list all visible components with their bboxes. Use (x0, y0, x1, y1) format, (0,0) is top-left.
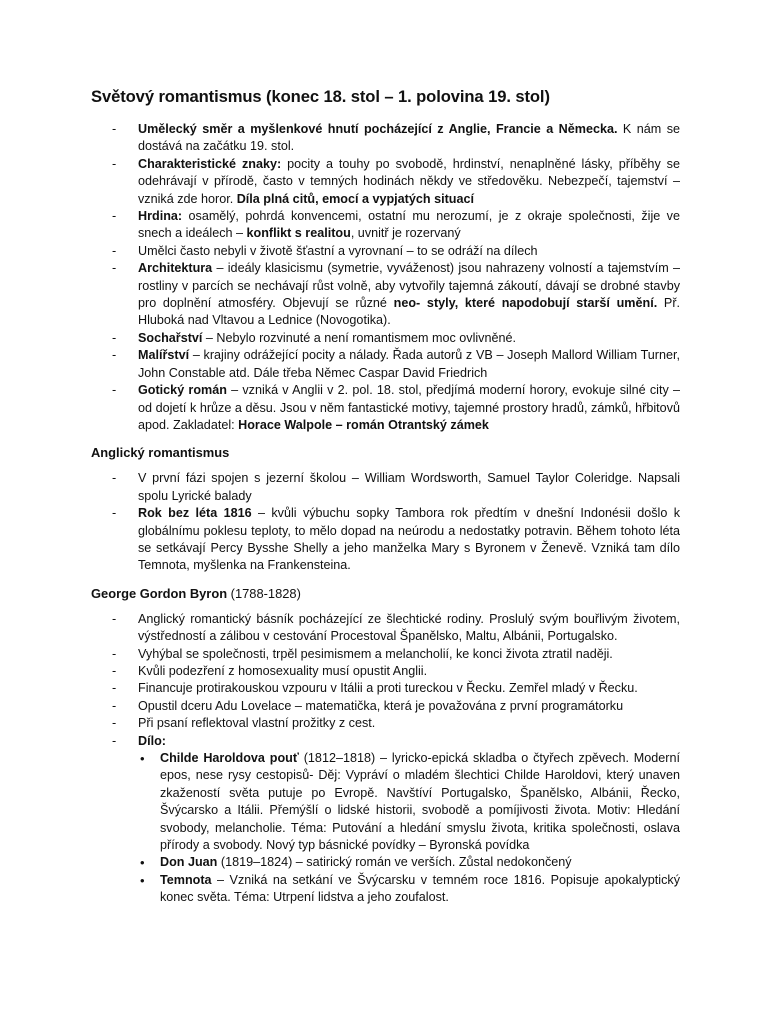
dash-marker: - (112, 348, 117, 363)
dash-marker: - (112, 733, 117, 748)
dash-marker: - (112, 383, 117, 398)
list-item (91, 663, 680, 680)
list-item (91, 470, 680, 505)
page-title: Světový romantismus (konec 18. stol – 1. polovina 19. stol) (91, 87, 550, 106)
item-bold: Charakteristické znaky: (138, 156, 282, 171)
item-text: osamělý, pohrdá konvencemi, ostatní mu nerozumí, je z okraje společnosti, žije ve snech a ideálech – (138, 209, 680, 241)
item-bold: Umělecký směr a myšlenkové hnutí pocházející z Anglie, Francie a Německa. (138, 122, 618, 136)
list-item (91, 121, 680, 156)
work-text: – Vzniká na setkání ve Švýcarsku v temném roce 1816. Popisuje apokalyptický konec světa. Téma: Utrpení lidstva a jeho zoufalost. (160, 872, 680, 905)
dash-marker: - (112, 681, 117, 696)
item-text: Opustil dceru Adu Lovelace – matematička, která je považována z první programátorku (138, 698, 624, 713)
list-item (91, 260, 680, 330)
list-item (91, 330, 680, 347)
author-name: George Gordon Byron (91, 585, 228, 601)
dash-marker: - (112, 471, 117, 486)
item-text: K nám se dostává na začátku 19. stol. (138, 122, 680, 154)
dash-marker: - (112, 663, 117, 678)
list-item (91, 347, 680, 382)
work-item (138, 750, 680, 854)
dash-marker: - (112, 243, 117, 258)
bullet-marker: • (140, 751, 145, 766)
work-title: Childe Haroldova pouť (160, 751, 299, 765)
item-text: Anglický romantický básník pocházející ze šlechtické rodiny. Proslulý svým bouřlivým životem, výstředností a zálibou v cestování Procestoval Španělsko, Maltu, Albánii, Portugalsko. (138, 611, 680, 644)
item-text: pocity a touhy po svobodě, hrdinství, nenaplněné lásky, příběhy se odehrávají v přírodě, často v temných hodinách někdy ve středověku. Nebezpečí, tajemství – vzniká zde horor. (138, 156, 680, 206)
dash-marker: - (112, 611, 117, 626)
work-item (138, 872, 680, 907)
list-item (91, 715, 680, 732)
list-item (91, 733, 680, 907)
work-title: Don Juan (160, 855, 218, 870)
dash-marker: - (112, 122, 117, 136)
dash-marker: - (112, 698, 117, 713)
list-item (91, 646, 680, 663)
item-text: – ideály klasicismu (symetrie, vyváženost) jsou nahrazeny volností a tajemstvím – rostliny v parcích se nechávají růst volně, aby vytvořily tajemná zákoutí, dávají se drobné stavby pro doplnění atmosféry. Objevují se různé (138, 261, 680, 311)
work-text: (1812–1818) – lyricko-epická skladba o čtyřech zpěvech. Moderní epos, nese rysy cestopisů- Děj: Vypráví o mladém šlechtici Childe Haroldovi, který unaven zkažeností světa putuje po Evropě. Navštíví Portugalsko, Španělsko, Albánii, Řecko, Švýcarsko a Itálii. Přemýšlí o lidské historii, svobodě a pomíjivosti života. Motiv: Hledání svobody, melancholie. Téma: Putování a hledání smyslu života, kritika společnosti, oslava přírody a svobody. Nový typ básnické povídky – Byronská povídka (160, 751, 681, 853)
list-item (91, 156, 680, 208)
item-bold: Architektura (138, 261, 213, 276)
list-item (91, 698, 680, 715)
item-text: – Nebylo rozvinuté a není romantismem moc ovlivněné. (202, 330, 516, 345)
dash-marker: - (112, 646, 117, 661)
dash-marker: - (112, 156, 117, 171)
works-label: Dílo: (138, 733, 166, 748)
bullet-marker: • (140, 855, 145, 871)
list-item (91, 208, 680, 243)
dash-marker: - (112, 716, 117, 731)
item-bold-2: Díla plná citů, emocí a vypjatých situací (236, 191, 474, 206)
item-text: V první fázi spojen s jezerní školou – William Wordsworth, Samuel Taylor Coleridge. Napsali spolu Lyrické balady (138, 471, 680, 503)
item-text-2: Př. Hluboká nad Vltavou a Lednice (Novogotika). (138, 296, 681, 328)
work-text: (1819–1824) – satirický román ve verších. Zůstal nedokončený (217, 855, 572, 870)
section-byron-list (91, 611, 680, 907)
item-text: Financuje protirakouskou vzpouru v Itálii a proti tureckou v Řecku. Zemřel mladý v Řecku. (138, 681, 638, 696)
item-text-2: , uvnitř je rozervaný (350, 226, 461, 241)
section-heading-byron (91, 585, 680, 603)
item-bold: Gotický román (138, 383, 227, 398)
dash-marker: - (112, 261, 117, 276)
dash-marker: - (112, 209, 117, 224)
works-list (138, 750, 680, 907)
section-heading-english-romanticism: Anglický romantismus (91, 445, 230, 461)
list-item (91, 505, 680, 575)
item-text: – krajiny odrážející pocity a nálady. Řada autorů z VB – Joseph Mallord William Turner, John Constable atd. Dále třeba Němec Caspar David Friedrich (138, 348, 680, 380)
section-world-romanticism-list (91, 121, 680, 434)
section-english-romanticism-list (91, 470, 680, 574)
item-bold: Hrdina: (138, 209, 183, 224)
list-item (91, 243, 680, 260)
list-item (91, 382, 680, 434)
item-bold: Rok bez léta 1816 (138, 506, 252, 521)
author-dates: (1788-1828) (227, 585, 301, 601)
item-bold-2: neo- styly, které napodobují starší umění. (393, 296, 658, 311)
dash-marker: - (112, 330, 117, 345)
item-text: Při psaní reflektoval vlastní prožitky z cest. (138, 716, 376, 731)
list-item (91, 680, 680, 697)
item-text: – kvůli výbuchu sopky Tambora rok předtím v dnešní Indonésii došlo k globálnímu poklesu teploty, to mělo dopad na neúrodu a nedostatky potravin. Během tohoto léta se setkávají Percy Bysshe Shelly a jeho manželka Mary s Byronem v Ženevě. Vzniká tam dílo Temnota, myšlenka na Frankensteina. (138, 506, 680, 573)
dash-marker: - (112, 506, 117, 521)
bullet-marker: • (140, 872, 145, 888)
item-bold: Malířství (138, 348, 190, 363)
work-item (138, 854, 680, 871)
item-text: Umělci často nebyli v životě šťastní a vyrovnaní – to se odráží na dílech (138, 243, 538, 258)
item-bold-2: Horace Walpole – román Otrantský zámek (238, 417, 489, 432)
list-item (91, 611, 680, 646)
item-text: – vzniká v Anglii v 2. pol. 18. stol, předjímá moderní horory, evokuje silné city – od dojetí k hrůze a děsu. Jsou v něm fantastické motivy, tajemné prostory hradů, zámků, hřbitovů apod. Zakladatel: (138, 383, 680, 432)
item-text: Kvůli podezření z homosexuality musí opustit Anglii. (138, 663, 428, 678)
item-bold: Sochařství (138, 330, 203, 345)
item-text: Vyhýbal se společnosti, trpěl pesimismem a melancholií, ke konci života ztratil naději. (138, 646, 613, 661)
item-bold-2: konflikt s realitou (246, 226, 351, 241)
work-title: Temnota (160, 872, 212, 887)
